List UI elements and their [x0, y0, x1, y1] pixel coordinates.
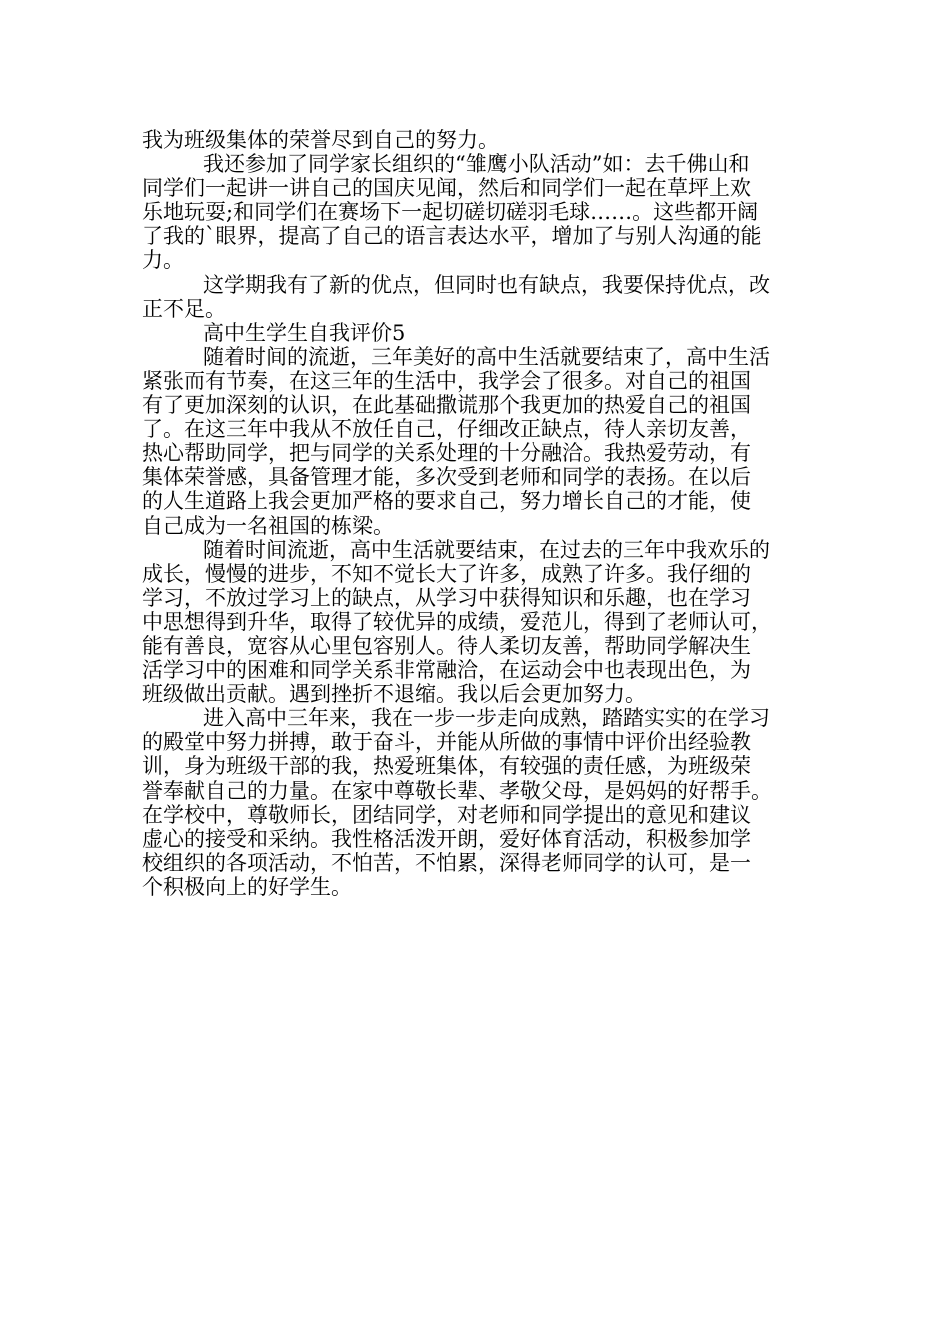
text-line: 训，身为班级干部的我，热爱班集体，有较强的责任感，为班级荣 [142, 754, 751, 779]
text-line: 热心帮助同学，把与同学的关系处理的十分融洽。我热爱劳动，有 [142, 441, 751, 466]
text-line: 的人生道路上我会更加严格的要求自己，努力增长自己的才能，使 [142, 489, 751, 514]
text-line: 紧张而有节奏，在这三年的生活中，我学会了很多。对自己的祖国 [142, 368, 751, 393]
text-line: 的殿堂中努力拼搏，敢于奋斗，并能从所做的事情中评价出经验教 [142, 730, 751, 755]
text-line: 学习，不放过学习上的缺点，从学习中获得知识和乐趣，也在学习 [142, 585, 751, 610]
paragraph [142, 273, 812, 321]
text-line: 正不足。 [142, 296, 226, 321]
text-line: 随着时间的流逝，三年美好的高中生活就要结束了，高中生活 [203, 344, 770, 369]
text-line: 中思想得到升华，取得了较优异的成绩，爱范儿，得到了老师认可， [142, 609, 772, 634]
text-line: 集体荣誉感，具备管理才能，多次受到老师和同学的表扬。在以后 [142, 465, 751, 490]
text-line: 活学习中的困难和同学关系非常融洽，在运动会中也表现出色，为 [142, 658, 751, 683]
paragraph [142, 152, 812, 272]
text-line: 自己成为一名祖国的栋梁。 [142, 513, 394, 538]
text-line: 个积极向上的好学生。 [142, 874, 352, 899]
paragraph [142, 128, 812, 152]
text-line: 我还参加了同学家长组织的“雏鹰小队活动”如：去千佛山和 [203, 152, 750, 177]
paragraph [142, 538, 812, 707]
text-line: 成长，慢慢的进步，不知不觉长大了许多，成熟了许多。我仔细的 [142, 561, 751, 586]
text-line: 进入高中三年来，我在一步一步走向成熟，踏踏实实的在学习 [203, 706, 770, 731]
paragraph [142, 706, 812, 899]
text-line: 我为班级集体的荣誉尽到自己的努力。 [142, 128, 499, 152]
paragraph [142, 345, 812, 538]
text-line: 誉奉献自己的力量。在家中尊敬长辈、孝敬父母，是妈妈的好帮手。 [142, 778, 772, 803]
text-line: 虚心的接受和采纳。我性格活泼开朗，爱好体育活动，积极参加学 [142, 826, 751, 851]
text-line: 这学期我有了新的优点，但同时也有缺点，我要保持优点，改 [203, 272, 770, 297]
text-line: 能有善良，宽容从心里包容别人。待人柔切友善，帮助同学解决生 [142, 633, 751, 658]
text-line: 力。 [142, 248, 184, 273]
text-line: 了。在这三年中我从不放任自己，仔细改正缺点，待人亲切友善， [142, 417, 751, 442]
section-heading [142, 321, 812, 345]
heading-text: 高中生学生自我评价5 [203, 320, 406, 345]
document-body [142, 128, 812, 899]
text-line: 随着时间流逝，高中生活就要结束，在过去的三年中我欢乐的 [203, 537, 770, 562]
text-line: 校组织的各项活动，不怕苦，不怕累，深得老师同学的认可，是一 [142, 850, 751, 875]
text-line: 同学们一起讲一讲自己的国庆见闻，然后和同学们一起在草坪上欢 [142, 176, 751, 201]
text-line: 有了更加深刻的认识，在此基础撒谎那个我更加的热爱自己的祖国 [142, 393, 751, 418]
text-line: 了我的`眼界，提高了自己的语言表达水平，增加了与别人沟通的能 [142, 224, 762, 249]
text-line: 在学校中，尊敬师长，团结同学，对老师和同学提出的意见和建议 [142, 802, 751, 827]
text-line: 乐地玩耍;和同学们在赛场下一起切磋切磋羽毛球……。这些都开阔 [142, 200, 759, 225]
text-line: 班级做出贡献。遇到挫折不退缩。我以后会更加努力。 [142, 682, 646, 707]
